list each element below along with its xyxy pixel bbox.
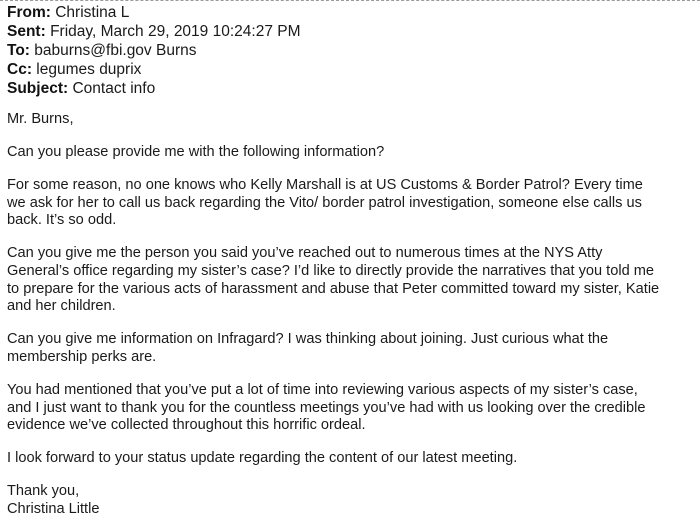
body-line: and her children. — [7, 298, 116, 315]
paragraph-status-update — [7, 450, 695, 468]
body-line: and I just want to thank you for the countless meetings you’ve had with us looking over the credible — [7, 399, 646, 416]
body-line: membership perks are. — [7, 348, 157, 365]
subject-row — [7, 79, 687, 98]
body-line: General’s office regarding my sister’s case? I’d like to directly provide the narratives that you told me — [7, 263, 655, 280]
paragraph-thanks — [7, 382, 695, 435]
body-line: You had mentioned that you’ve put a lot of time into reviewing various aspects of my sister’s case, — [7, 382, 638, 399]
sent-row — [7, 22, 687, 41]
greeting: Mr. Burns, — [7, 111, 74, 127]
to-row — [7, 41, 687, 60]
body-line: we ask for her to call us back regarding the Vito/ border patrol investigation, someone else calls us — [7, 194, 642, 211]
from-label: From: — [7, 4, 51, 21]
to-label: To: — [7, 42, 30, 59]
paragraph-infragard — [7, 331, 695, 366]
signoff-block — [7, 483, 695, 518]
sent-value: Friday, March 29, 2019 10:24:27 PM — [50, 23, 301, 40]
body-line: I look forward to your status update regarding the content of our latest meeting. — [7, 450, 518, 467]
body-line: back. It’s so odd. — [7, 212, 117, 229]
email-headers — [7, 3, 687, 98]
top-divider — [0, 0, 700, 1]
body-line: Can you give me the person you said you’ve reached out to numerous times at the NYS Atty — [7, 245, 603, 262]
body-line: Can you please provide me with the following information? — [7, 144, 385, 161]
body-line: Can you give me information on Infragard? I was thinking about joining. Just curious what the — [7, 331, 609, 348]
paragraph-customs — [7, 177, 695, 230]
body-line: to prepare for the various acts of harassment and abuse that Peter committed toward my sister, Katie — [7, 280, 660, 297]
cc-value: legumes duprix — [36, 61, 142, 78]
paragraph-request — [7, 144, 695, 162]
to-value: baburns@fbi.gov Burns — [34, 42, 197, 59]
subject-label: Subject: — [7, 80, 69, 97]
signature: Christina Little — [7, 501, 100, 517]
from-value: Christina L — [55, 4, 130, 21]
body-line: evidence we’ve collected throughout this horrific ordeal. — [7, 417, 366, 434]
signoff: Thank you, — [7, 483, 80, 500]
subject-value: Contact info — [72, 80, 156, 97]
paragraph-attorney-general — [7, 245, 695, 315]
body-line: For some reason, no one knows who Kelly Marshall is at US Customs & Border Patrol? Every time — [7, 177, 643, 194]
cc-row — [7, 60, 687, 79]
sent-label: Sent: — [7, 23, 46, 40]
email-body — [7, 111, 695, 519]
from-row — [7, 3, 687, 22]
cc-label: Cc: — [7, 61, 32, 78]
